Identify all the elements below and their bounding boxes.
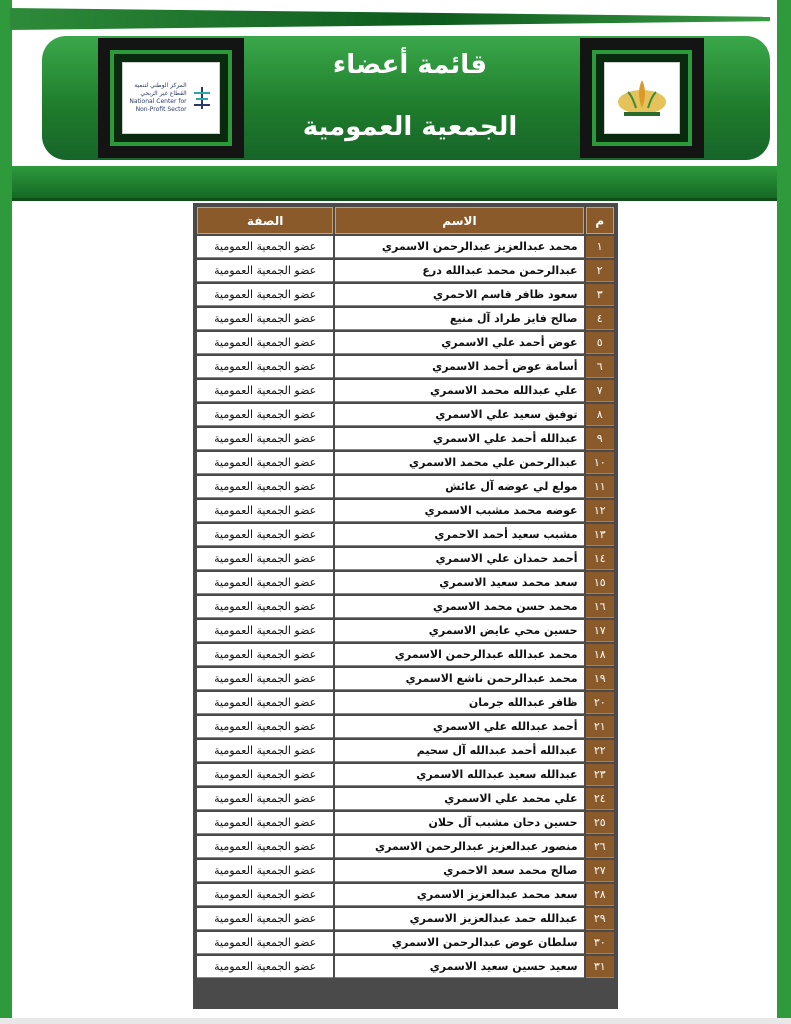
row-number: ١٩	[586, 668, 614, 690]
member-role: عضو الجمعية العمومية	[197, 308, 333, 330]
table-row	[197, 260, 614, 282]
row-number: ٢٨	[586, 884, 614, 906]
table-row	[197, 500, 614, 522]
member-role: عضو الجمعية العمومية	[197, 932, 333, 954]
table-row	[197, 644, 614, 666]
right-border	[777, 0, 791, 1024]
row-number: ١٠	[586, 452, 614, 474]
member-name: مولع لي عوضه آل عائش	[335, 476, 583, 498]
member-name: صالح محمد سعد الاحمري	[335, 860, 583, 882]
row-number: ٢٦	[586, 836, 614, 858]
association-logo	[604, 62, 680, 134]
table-row	[197, 812, 614, 834]
member-name: أحمد عبدالله علي الاسمري	[335, 716, 583, 738]
member-role: عضو الجمعية العمومية	[197, 764, 333, 786]
member-name: سعد محمد سعيد الاسمري	[335, 572, 583, 594]
member-role: عضو الجمعية العمومية	[197, 596, 333, 618]
row-number: ١٤	[586, 548, 614, 570]
member-name: محمد عبدالعزيز عبدالرحمن الاسمري	[335, 236, 583, 258]
member-role: عضو الجمعية العمومية	[197, 788, 333, 810]
member-name: حسين محي عايض الاسمري	[335, 620, 583, 642]
table-row	[197, 716, 614, 738]
bottom-rule	[0, 1018, 791, 1024]
row-number: ٧	[586, 380, 614, 402]
ncnp-emblem-icon	[191, 85, 213, 111]
member-name: عوض أحمد علي الاسمري	[335, 332, 583, 354]
row-number: ٤	[586, 308, 614, 330]
row-number: ٢٤	[586, 788, 614, 810]
member-name: محمد حسن محمد الاسمري	[335, 596, 583, 618]
row-number: ٢٥	[586, 812, 614, 834]
member-role: عضو الجمعية العمومية	[197, 644, 333, 666]
member-name: سعود ظافر قاسم الاحمري	[335, 284, 583, 306]
member-name: سعد محمد عبدالعزيز الاسمري	[335, 884, 583, 906]
member-role: عضو الجمعية العمومية	[197, 620, 333, 642]
member-role: عضو الجمعية العمومية	[197, 476, 333, 498]
table-row	[197, 740, 614, 762]
member-role: عضو الجمعية العمومية	[197, 428, 333, 450]
member-name: سلطان عوض عبدالرحمن الاسمري	[335, 932, 583, 954]
member-role: عضو الجمعية العمومية	[197, 260, 333, 282]
member-role: عضو الجمعية العمومية	[197, 572, 333, 594]
table-row	[197, 548, 614, 570]
table-row	[197, 524, 614, 546]
member-role: عضو الجمعية العمومية	[197, 236, 333, 258]
member-role: عضو الجمعية العمومية	[197, 956, 333, 978]
page-title-line1: قائمة أعضاء	[332, 50, 488, 80]
member-name: أحمد حمدان علي الاسمري	[335, 548, 583, 570]
row-number: ١٧	[586, 620, 614, 642]
table-row	[197, 956, 614, 978]
table-row	[197, 788, 614, 810]
association-logo-frame	[580, 38, 704, 158]
member-role: عضو الجمعية العمومية	[197, 668, 333, 690]
table-row	[197, 236, 614, 258]
row-number: ٢٣	[586, 764, 614, 786]
header-divider	[12, 198, 777, 201]
member-name: عبدالله حمد عبدالعزيز الاسمري	[335, 908, 583, 930]
table-row	[197, 572, 614, 594]
table-row	[197, 932, 614, 954]
table-row	[197, 476, 614, 498]
member-name: عبدالله أحمد علي الاسمري	[335, 428, 583, 450]
row-number: ٣	[586, 284, 614, 306]
table-row	[197, 596, 614, 618]
table-row	[197, 284, 614, 306]
member-name: عبدالرحمن علي محمد الاسمري	[335, 452, 583, 474]
row-number: ٦	[586, 356, 614, 378]
table-row	[197, 908, 614, 930]
ncnp-logo-text: المركز الوطني لتنمية القطاع غير الربحي National Center for Non-Profit Sector	[129, 82, 187, 113]
member-name: عبدالرحمن محمد عبدالله درع	[335, 260, 583, 282]
table-row	[197, 404, 614, 426]
row-number: ١٣	[586, 524, 614, 546]
table-row	[197, 356, 614, 378]
page-title-line2: الجمعية العمومية	[302, 112, 518, 142]
row-number: ١٦	[586, 596, 614, 618]
wheat-emblem-icon	[614, 74, 670, 122]
table-row	[197, 620, 614, 642]
row-number: ٥	[586, 332, 614, 354]
member-role: عضو الجمعية العمومية	[197, 524, 333, 546]
table-row	[197, 332, 614, 354]
row-number: ١٢	[586, 500, 614, 522]
member-name: عوضه محمد مشبب الاسمري	[335, 500, 583, 522]
member-name: محمد عبدالرحمن ناشع الاسمري	[335, 668, 583, 690]
member-name: صالح فايز طراد آل منيع	[335, 308, 583, 330]
member-role: عضو الجمعية العمومية	[197, 692, 333, 714]
member-name: عبدالله سعيد عبدالله الاسمري	[335, 764, 583, 786]
column-header-number: م	[586, 207, 614, 234]
table-row	[197, 884, 614, 906]
table-row	[197, 452, 614, 474]
member-role: عضو الجمعية العمومية	[197, 860, 333, 882]
table-row	[197, 764, 614, 786]
row-number: ١١	[586, 476, 614, 498]
member-role: عضو الجمعية العمومية	[197, 404, 333, 426]
row-number: ٢٢	[586, 740, 614, 762]
table-row	[197, 380, 614, 402]
member-name: مشبب سعيد أحمد الاحمري	[335, 524, 583, 546]
member-name: علي عبدالله محمد الاسمري	[335, 380, 583, 402]
member-name: أسامة عوض أحمد الاسمري	[335, 356, 583, 378]
table-header-row	[197, 207, 614, 234]
member-role: عضو الجمعية العمومية	[197, 452, 333, 474]
row-number: ٣١	[586, 956, 614, 978]
row-number: ٢	[586, 260, 614, 282]
row-number: ٢١	[586, 716, 614, 738]
top-decorative-stripe	[10, 8, 770, 30]
member-role: عضو الجمعية العمومية	[197, 380, 333, 402]
member-role: عضو الجمعية العمومية	[197, 548, 333, 570]
table-row	[197, 692, 614, 714]
table-row	[197, 308, 614, 330]
member-name: محمد عبدالله عبدالرحمن الاسمري	[335, 644, 583, 666]
member-role: عضو الجمعية العمومية	[197, 500, 333, 522]
member-name: حسين دحان مشبب آل حلان	[335, 812, 583, 834]
table-row	[197, 428, 614, 450]
member-role: عضو الجمعية العمومية	[197, 356, 333, 378]
row-number: ١٥	[586, 572, 614, 594]
member-role: عضو الجمعية العمومية	[197, 884, 333, 906]
row-number: ٢٧	[586, 860, 614, 882]
member-role: عضو الجمعية العمومية	[197, 716, 333, 738]
left-border	[0, 0, 12, 1024]
member-role: عضو الجمعية العمومية	[197, 836, 333, 858]
row-number: ٢٠	[586, 692, 614, 714]
member-name: ظافر عبدالله جرمان	[335, 692, 583, 714]
row-number: ٣٠	[586, 932, 614, 954]
member-name: منصور عبدالعزيز عبدالرحمن الاسمري	[335, 836, 583, 858]
member-role: عضو الجمعية العمومية	[197, 332, 333, 354]
table-row	[197, 860, 614, 882]
member-name: علي محمد علي الاسمري	[335, 788, 583, 810]
ncnp-logo-frame	[98, 38, 244, 158]
row-number: ٩	[586, 428, 614, 450]
member-role: عضو الجمعية العمومية	[197, 284, 333, 306]
header-lower-band	[12, 166, 777, 198]
member-role: عضو الجمعية العمومية	[197, 908, 333, 930]
row-number: ١٨	[586, 644, 614, 666]
member-name: سعيد حسين سعيد الاسمري	[335, 956, 583, 978]
table-row	[197, 668, 614, 690]
ncnp-logo	[122, 62, 220, 134]
row-number: ١	[586, 236, 614, 258]
column-header-name: الاسم	[335, 207, 583, 234]
member-name: عبدالله أحمد عبدالله آل سحيم	[335, 740, 583, 762]
member-role: عضو الجمعية العمومية	[197, 812, 333, 834]
table-row	[197, 836, 614, 858]
row-number: ٨	[586, 404, 614, 426]
members-table	[193, 203, 618, 1009]
member-role: عضو الجمعية العمومية	[197, 740, 333, 762]
column-header-role: الصفة	[197, 207, 333, 234]
member-name: توفيق سعيد علي الاسمري	[335, 404, 583, 426]
row-number: ٢٩	[586, 908, 614, 930]
